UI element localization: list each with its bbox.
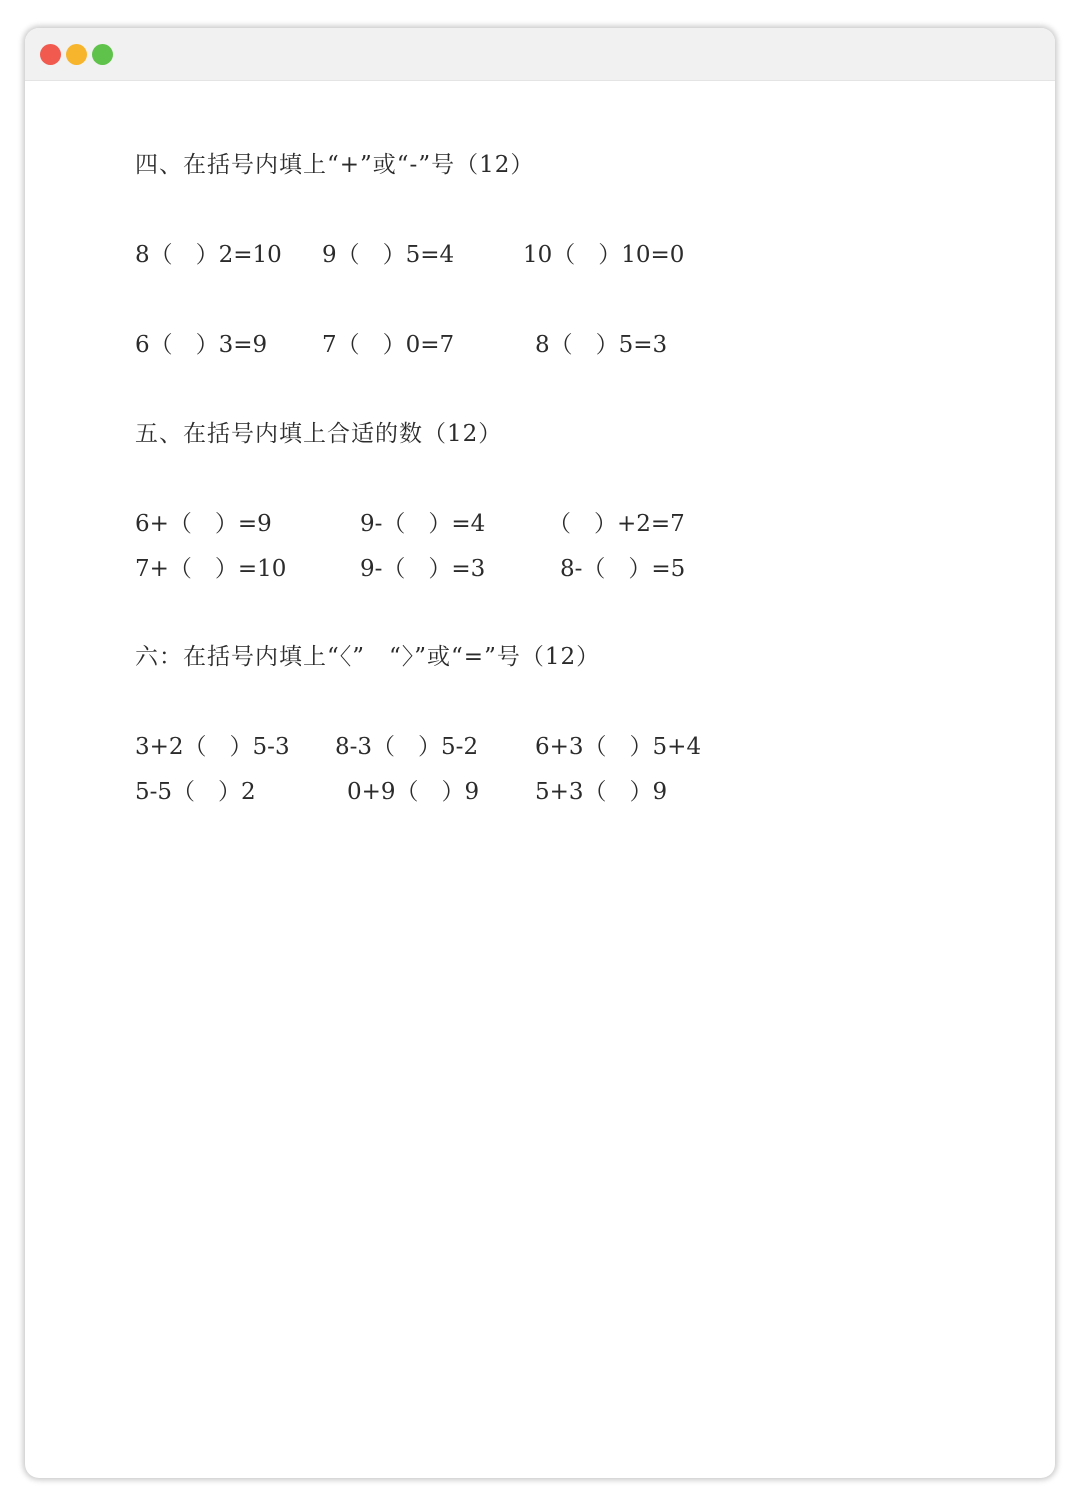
problem-6-1-2: 8-3（ ）5-2 bbox=[335, 734, 479, 760]
document-window bbox=[25, 28, 1055, 1478]
problem-6-2-3: 5+3（ ）9 bbox=[535, 779, 668, 805]
problem-5-1-1: 6+（ ）=9 bbox=[135, 511, 272, 537]
worksheet-content bbox=[25, 80, 1055, 1478]
problem-5-1-2: 9-（ ）=4 bbox=[360, 511, 486, 537]
problem-4-2-2: 7（ ）0=7 bbox=[322, 332, 455, 358]
problem-6-2-1: 5-5（ ）2 bbox=[135, 779, 256, 805]
problem-6-2-2: 0+9（ ）9 bbox=[347, 779, 480, 805]
problem-4-1-1: 8（ ）2=10 bbox=[135, 242, 282, 268]
section-5-heading: 五、在括号内填上合适的数（12） bbox=[135, 421, 503, 447]
problem-4-1-2: 9（ ）5=4 bbox=[322, 242, 455, 268]
problem-4-1-3: 10（ ）10=0 bbox=[523, 242, 685, 268]
problem-4-2-1: 6（ ）3=9 bbox=[135, 332, 268, 358]
section-6-heading: 六：在括号内填上“〈” “〉”或“=”号（12） bbox=[135, 644, 601, 670]
problem-5-2-3: 8-（ ）=5 bbox=[560, 556, 686, 582]
close-button[interactable] bbox=[40, 44, 61, 65]
maximize-button[interactable] bbox=[92, 44, 113, 65]
problem-5-2-2: 9-（ ）=3 bbox=[360, 556, 486, 582]
problem-6-1-3: 6+3（ ）5+4 bbox=[535, 734, 702, 760]
problem-5-1-3: （ ）+2=7 bbox=[548, 511, 685, 537]
problem-6-1-1: 3+2（ ）5-3 bbox=[135, 734, 290, 760]
window-titlebar bbox=[25, 28, 1055, 81]
minimize-button[interactable] bbox=[66, 44, 87, 65]
section-4-heading: 四、在括号内填上“+”或“-”号（12） bbox=[135, 152, 535, 178]
problem-4-2-3: 8（ ）5=3 bbox=[535, 332, 668, 358]
problem-5-2-1: 7+（ ）=10 bbox=[135, 556, 287, 582]
